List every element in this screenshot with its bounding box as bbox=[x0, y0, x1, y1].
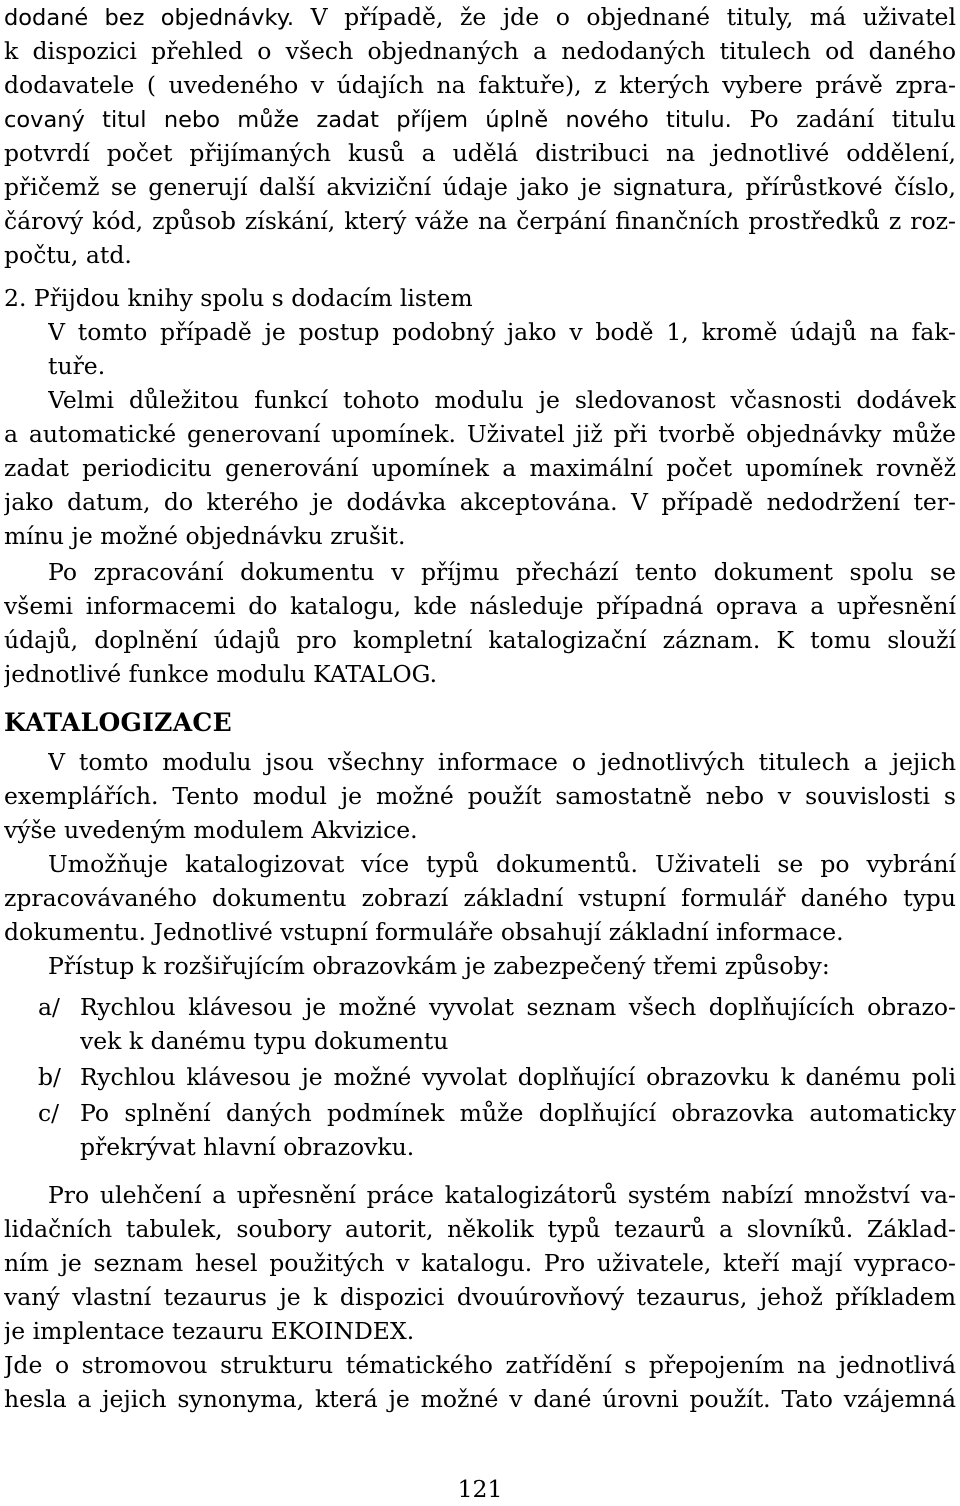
list-item-2-title: 2. Přijdou knihy spolu s dodacím listem bbox=[4, 284, 473, 312]
text-line-10: V tomto případě je postup podobný jako v bodě 1, kromě údajů na fak- bbox=[48, 318, 956, 346]
text-line-19: údajů, doplnění údajů pro kompletní katalogizační záznam. K tomu slouží bbox=[4, 626, 956, 654]
text-line-11: tuře. bbox=[48, 352, 106, 380]
text-line-8: počtu, atd. bbox=[4, 241, 132, 269]
text-line-39: je implentace tezauru EKOINDEX. bbox=[4, 1317, 415, 1345]
list-item-c-line-1: Po splnění daných podmínek může doplňující obrazovka automaticky bbox=[80, 1099, 956, 1127]
text-line-13: a automatické generovaní upomínek. Uživatel již při tvorbě objednávky může bbox=[4, 420, 956, 448]
section-heading: KATALOGIZACE bbox=[4, 708, 232, 737]
text-line-18: všemi informacemi do katalogu, kde následuje případná oprava a upřesnění bbox=[4, 592, 956, 620]
text-line-1 bbox=[4, 0, 956, 34]
text-line-4 bbox=[4, 102, 956, 136]
text-segment: V případě, že jde o objednané tituly, má uživatel bbox=[310, 3, 956, 31]
text-line-15: jako datum, do kterého je dodávka akceptována. V případě nedodržení ter- bbox=[4, 488, 956, 516]
text-segment: Po zadání titulu bbox=[749, 105, 956, 133]
text-line-24: výše uvedeným modulem Akvizice. bbox=[4, 816, 418, 844]
text-segment: dodané bez objednávky. bbox=[4, 5, 294, 31]
list-label-b: b/ bbox=[38, 1063, 61, 1091]
text-line-26: zpracovávaného dokumentu zobrazí základní vstupní formulář daného typu bbox=[4, 884, 956, 912]
text-line-28: Přístup k rozšiřujícím obrazovkám je zabezpečený třemi způsoby: bbox=[48, 952, 830, 980]
text-segment: covaný titul nebo může zadat příjem úplně nového titulu. bbox=[4, 107, 732, 133]
text-line-12: Velmi důležitou funkcí tohoto modulu je sledovanost včasnosti dodávek bbox=[48, 386, 956, 414]
text-line-17: Po zpracování dokumentu v příjmu přechází tento dokument spolu se bbox=[48, 558, 956, 586]
list-label-a: a/ bbox=[38, 993, 60, 1021]
page-number: 121 bbox=[457, 1475, 503, 1503]
text-line-2: k dispozici přehled o všech objednaných a nedodaných titulech od daného bbox=[4, 37, 956, 65]
text-line-27: dokumentu. Jednotlivé vstupní formuláře obsahují základní informace. bbox=[4, 918, 844, 946]
text-line-20: jednotlivé funkce modulu KATALOG. bbox=[4, 660, 438, 688]
text-line-41: hesla a jejich synonyma, která je možné v dané úrovni použít. Tato vzájemná bbox=[4, 1385, 956, 1413]
text-line-38: vaný vlastní tezaurus je k dispozici dvouúrovňový tezaurus, jehož příkladem bbox=[4, 1283, 956, 1311]
text-line-3: dodavatele ( uvedeného v údajích na faktuře), z kterých vybere právě zpra- bbox=[4, 71, 956, 99]
text-line-40: Jde o stromovou strukturu tématického zatřídění s přepojením na jednotlivá bbox=[4, 1351, 956, 1379]
text-line-6: přičemž se generují další akviziční údaje jako je signatura, přírůstkové číslo, bbox=[4, 173, 956, 201]
list-item-a-line-1: Rychlou klávesou je možné vyvolat seznam všech doplňujících obrazo- bbox=[80, 993, 956, 1021]
list-item-a-line-2: vek k danému typu dokumentu bbox=[80, 1027, 449, 1055]
text-line-14: zadat periodicitu generování upomínek a maximální počet upomínek rovněž bbox=[4, 454, 956, 482]
list-item-c-line-2: překrývat hlavní obrazovku. bbox=[80, 1133, 415, 1161]
list-item-b-line-1: Rychlou klávesou je možné vyvolat doplňující obrazovku k danému poli bbox=[80, 1063, 956, 1091]
text-line-22: V tomto modulu jsou všechny informace o jednotlivých titulech a jejich bbox=[48, 748, 956, 776]
text-line-7: čárový kód, způsob získání, který váže na čerpání finančních prostředků z roz- bbox=[4, 207, 956, 235]
text-line-5: potvrdí počet přijímaných kusů a udělá distribuci na jednotlivé oddělení, bbox=[4, 139, 956, 167]
text-line-16: mínu je možné objednávku zrušit. bbox=[4, 522, 406, 550]
text-line-23: exemplářích. Tento modul je možné použít samostatně nebo v souvislosti s bbox=[4, 782, 956, 810]
list-label-c: c/ bbox=[38, 1099, 60, 1127]
text-line-25: Umožňuje katalogizovat více typů dokumentů. Uživateli se po vybrání bbox=[48, 850, 956, 878]
text-line-36: lidačních tabulek, soubory autorit, několik typů tezaurů a slovníků. Základ- bbox=[4, 1215, 956, 1243]
text-line-35: Pro ulehčení a upřesnění práce katalogizátorů systém nabízí množství va- bbox=[48, 1181, 956, 1209]
text-line-37: ním je seznam hesel použitých v katalogu. Pro uživatele, kteří mají vypraco- bbox=[4, 1249, 956, 1277]
